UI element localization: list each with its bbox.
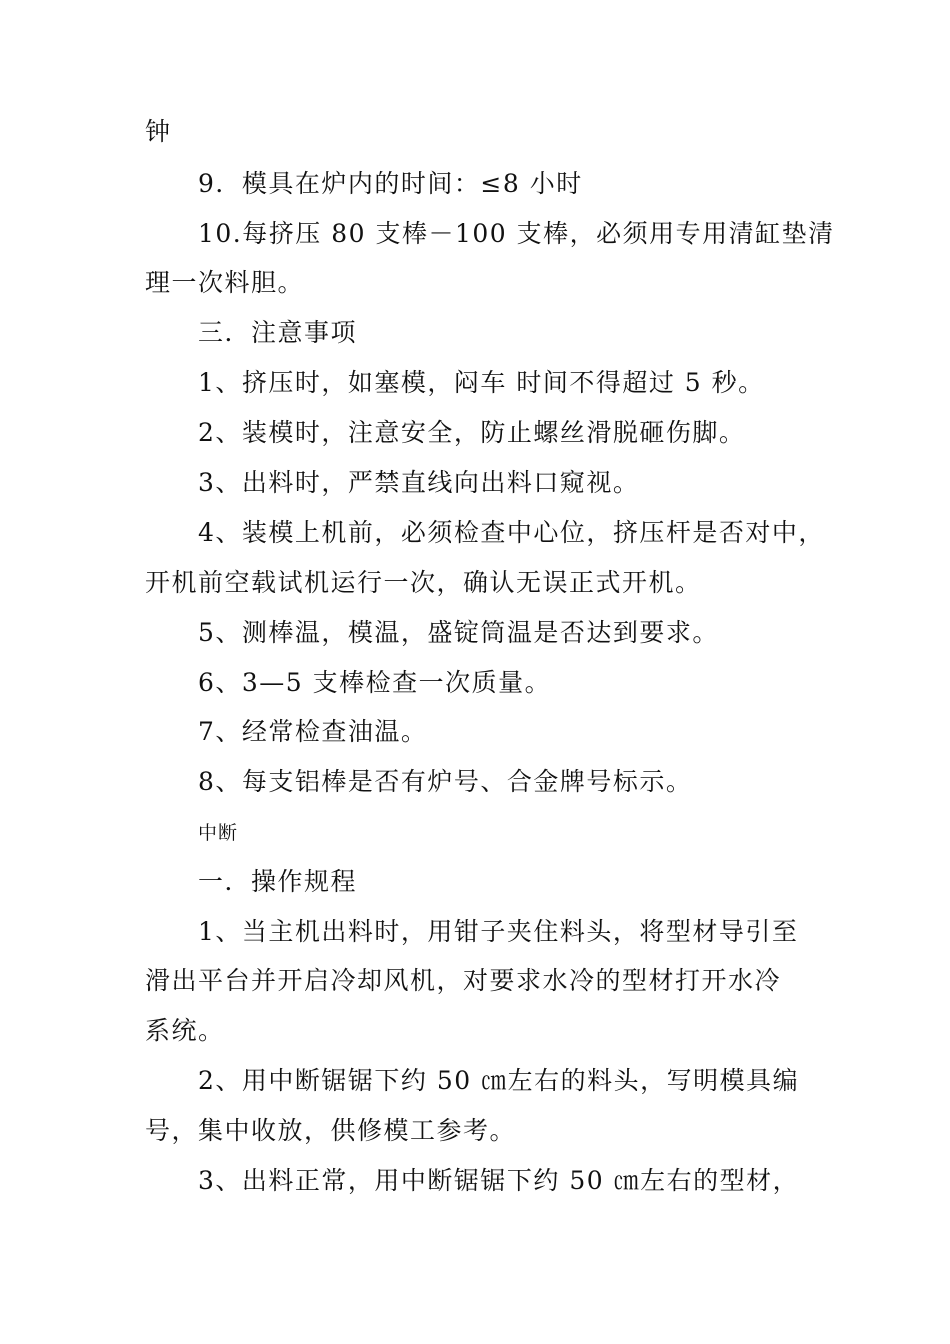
text-line: 2、装模时，注意安全，防止螺丝滑脱砸伤脚。: [198, 418, 746, 447]
text-line: 1、挤压时，如塞模，闷车 时间不得超过 5 秒。: [198, 368, 765, 397]
text-line: 9．模具在炉内的时间：≤8 小时: [198, 169, 583, 198]
text-line: 系统。: [145, 1016, 225, 1045]
text-line: 5、测棒温，模温，盛锭筒温是否达到要求。: [198, 618, 719, 647]
text-line: 3、出料正常，用中断锯锯下约 50 ㎝左右的型材，: [198, 1166, 800, 1195]
text-line: 1、当主机出料时，用钳子夹住料头，将型材导引至: [198, 917, 799, 946]
text-line: 10.每挤压 80 支棒－100 支棒，必须用专用清缸垫清: [198, 219, 835, 248]
section-heading: 三．注意事项: [198, 318, 358, 347]
text-line: 号，集中收放，供修模工参考。: [145, 1116, 517, 1145]
text-line: 开机前空载试机运行一次，确认无误正式开机。: [145, 568, 702, 597]
section-heading: 一．操作规程: [198, 867, 358, 896]
text-line: 6、3—5 支棒检查一次质量。: [198, 668, 552, 697]
text-line: 2、用中断锯锯下约 50 ㎝左右的料头，写明模具编: [198, 1066, 800, 1095]
text-line: 4、装模上机前，必须检查中心位，挤压杆是否对中，: [198, 518, 825, 547]
section-title: 中断: [198, 822, 239, 844]
text-line: 理一次料胆。: [145, 268, 305, 297]
text-line: 钟: [145, 117, 172, 146]
text-line: 滑出平台并开启冷却风机，对要求水冷的型材打开水冷: [145, 966, 782, 995]
text-line: 8、每支铝棒是否有炉号、合金牌号标示。: [198, 767, 693, 796]
text-line: 7、经常检查油温。: [198, 717, 428, 746]
text-line: 3、出料时，严禁直线向出料口窥视。: [198, 468, 640, 497]
